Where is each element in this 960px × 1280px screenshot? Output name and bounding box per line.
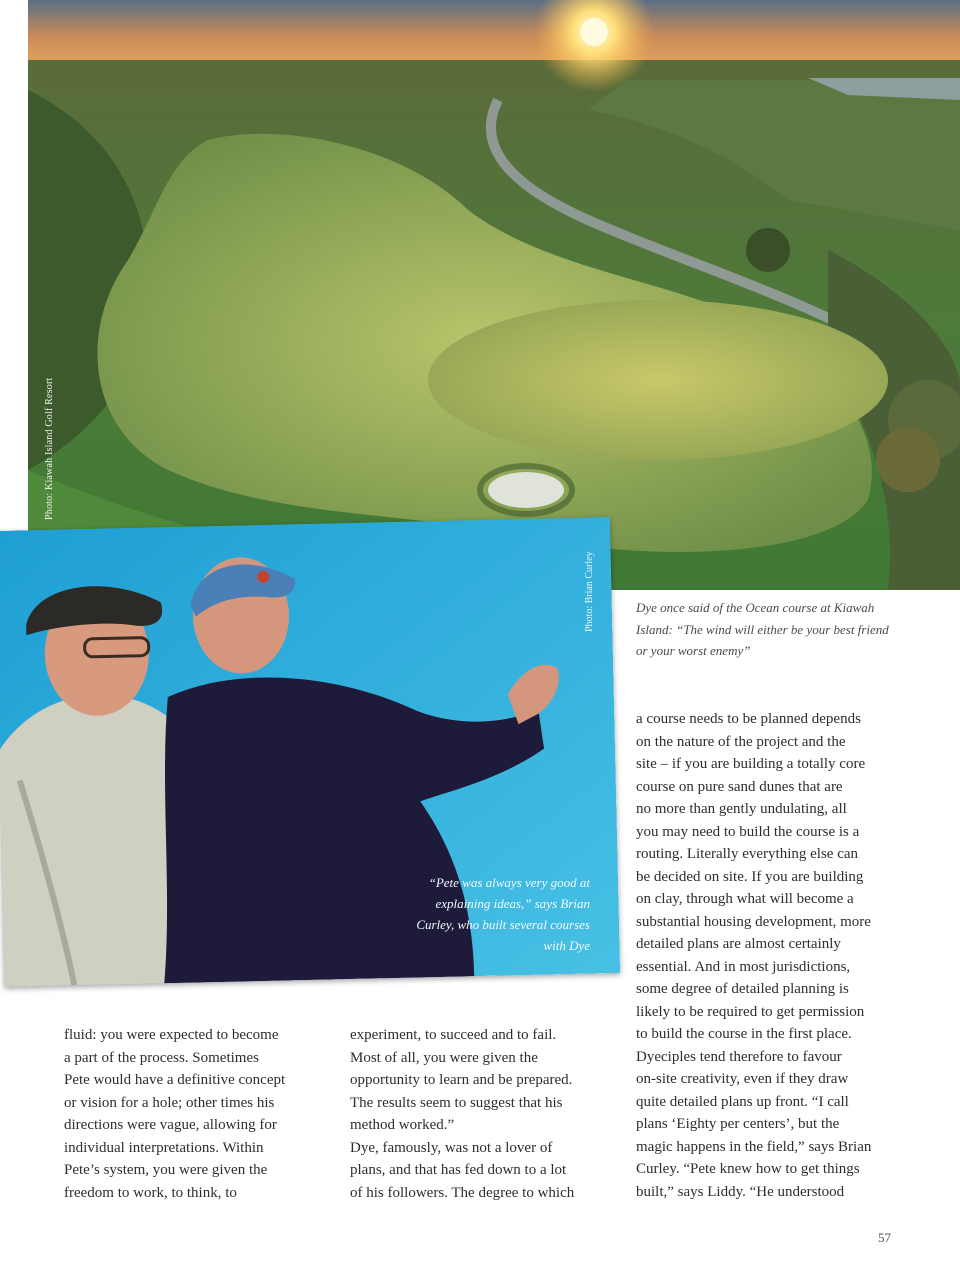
body-column-middle: experiment, to succeed and to fail. Most of all, you were given the opportunity to learn and be prepared. The results seem to suggest that his method worked.” Dye, famously, was not a lover of plans, and that has fed down to a lot of his followers. The degree to which: [350, 1027, 575, 1201]
page-number: 57: [878, 1230, 891, 1245]
photo-credit-kiawah: Photo: Kiawah Island Golf Resort: [44, 377, 55, 520]
aerial-course-illustration: [28, 0, 960, 590]
photo-credit-curley: Photo: Brian Curley: [584, 551, 595, 632]
aerial-course-photo: [28, 0, 960, 590]
top-photo-caption: Dye once said of the Ocean course at Kiawah Island: “The wind will either be your best friend or your worst enemy”: [636, 600, 889, 658]
body-column-right: a course needs to be planned depends on the nature of the project and the site – if you are building a totally core course on pure sand dunes that are no more than gently undulating, all you may need to build the course is a routing. Literally everything else can be decided on site. If you are building on clay, through what will become a substantial housing development, more detailed plans are almost certainly essential. And in most jurisdictions, some degree of detailed planning is likely to be required to get permission to build the course in the first place. Dyeciples tend therefore to favour on-site creativity, even if they draw quite detailed plans up front. “I call plans ‘Eighty per centers’, but the magic happens in the field,” says Brian Curley. “Pete knew how to get things built,” says Liddy. “He understood: [636, 711, 872, 1200]
body-column-left: fluid: you were expected to become a part of the process. Sometimes Pete would have a definitive concept or vision for a hole; other times his directions were vague, allowing for individual interpretations. Within Pete’s system, you were given the freedom to work, to think, to: [64, 1027, 286, 1201]
inset-photo-caption: “Pete was always very good at explaining ideas,” says Brian Curley, who built several courses with Dye: [416, 875, 590, 953]
